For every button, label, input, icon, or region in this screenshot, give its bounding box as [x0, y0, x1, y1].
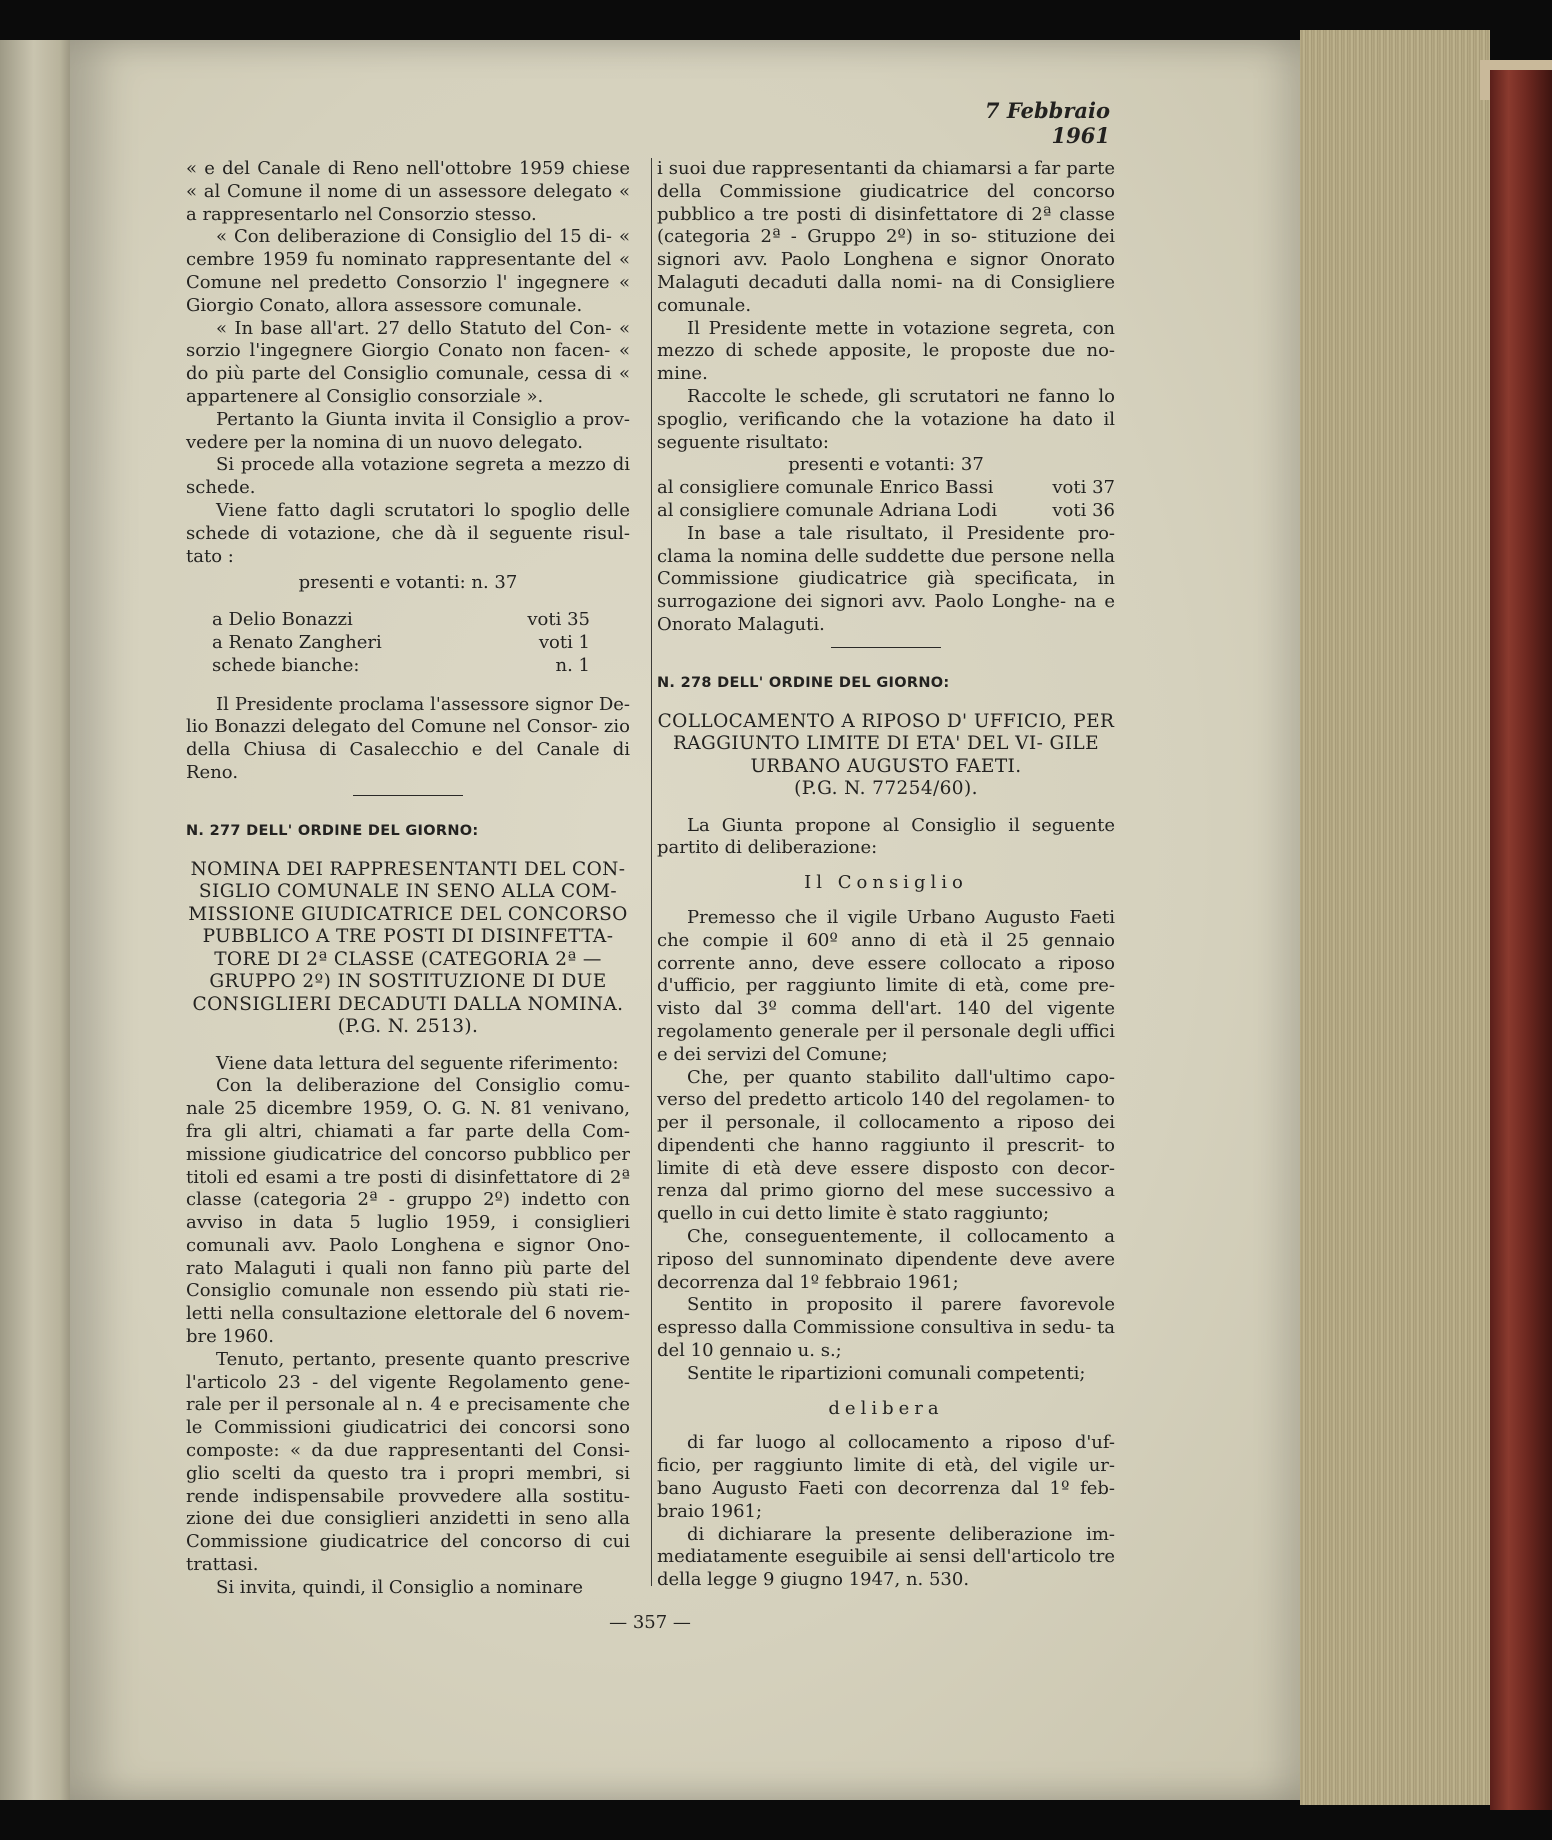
vote-row — [657, 500, 1115, 523]
vote-value: n. 1 — [555, 654, 590, 676]
left-page-edge — [0, 40, 75, 1800]
paragraph: di dichiarare la presente deliberazione im- mediatamente eseguibile ai sensi dell'articolo tre della legge 9 giugno 1947, n. 530. — [657, 1523, 1115, 1591]
section-title: NOMINA DEI RAPPRESENTANTI DEL CON- SIGLIO COMUNALE IN SENO ALLA COM- MISSIONE GIUDICATRICE DEL CONCORSO PUBBLICO A TRE POSTI DI DISINFETTA- TORE DI 2ª CLASSE (CATEGORIA 2ª — GRUPPO 2º) IN SOSTITUZIONE DI DUE CONSIGLIERI DECADUTI DALLA NOMINA. — [188, 858, 628, 1015]
left-column — [186, 158, 630, 1600]
paragraph: Il Presidente proclama l'assessore signor De- lio Bonazzi delegato del Comune nel Consor- zio della Chiusa di Casalecchio e del Canale di Reno. — [186, 693, 630, 783]
vote-value: voti 35 — [527, 609, 590, 631]
paragraph: di far luogo al collocamento a riposo d'uf- ficio, per raggiunto limite di età, del vigile ur- bano Augusto Faeti con decorrenza dal 1º feb- braio 1961; — [657, 1432, 1115, 1522]
paragraph: Il Presidente mette in votazione segreta, con mezzo di schede apposite, le proposte due no- mine. — [657, 317, 1115, 385]
vote-row — [212, 655, 590, 678]
paragraph: Si procede alla votazione segreta a mezzo di schede. — [186, 454, 630, 499]
header-date: 7 Febbraio 1961 — [984, 98, 1110, 148]
paragraph: Viene data lettura del seguente riferimento: — [216, 1052, 619, 1074]
paragraph: Si invita, quindi, il Consiglio a nominare — [216, 1576, 583, 1598]
vote-value: voti 1 — [538, 631, 590, 653]
section-title-pg: (P.G. N. 77254/60). — [794, 778, 978, 800]
agenda-item-heading: N. 277 DELL' ORDINE DEL GIORNO: — [186, 822, 479, 839]
paragraph: « Con deliberazione di Consiglio del 15 di- « cembre 1959 fu nominato rappresentante del « Comune nel predetto Consorzio l' ingegnere « Giorgio Conato, allora assessore comunale. — [186, 226, 630, 316]
paragraph: Pertanto la Giunta invita il Consiglio a prov- vedere per la nomina di un nuovo delegato. — [186, 408, 630, 453]
presenti-line: presenti e votanti: 37 — [788, 454, 984, 476]
paragraph: Premesso che il vigile Urbano Augusto Faeti che compie il 60º anno di età il 25 gennaio corrente anno, deve essere collocato a riposo d'ufficio, per raggiunto limite di età, come pre- visto dal 3º comma dell'art. 140 del vigente regolamento generale per il personale degli uffici e dei servizi del Comune; — [657, 906, 1115, 1065]
paragraph: Con la deliberazione del Consiglio comu- nale 25 dicembre 1959, O. G. N. 81 venivano, fra gli altri, chiamati a far parte della Com- missione giudicatrice del concorso pubblico per titoli ed esami a tre posti di disinfettatore di 2ª classe (categoria 2ª - gruppo 2º) indetto con avviso in data 5 luglio 1959, i consiglieri comunali avv. Paolo Longhena e signor Ono- rato Malaguti i quali non fanno più parte del Consiglio comunale non essendo più stati rie- letti nella consultazione elettorale del 6 novem- bre 1960. — [186, 1075, 630, 1348]
paragraph: Sentito in proposito il parere favorevole espresso dalla Commissione consultiva in sedu- ta del 10 gennaio u. s.; — [657, 1294, 1116, 1362]
vote-name: a Delio Bonazzi — [212, 609, 353, 631]
vote-value: voti 37 — [1052, 477, 1115, 499]
book-binding — [1490, 70, 1552, 1810]
vote-list — [186, 609, 630, 677]
right-column — [657, 158, 1115, 1592]
page-number: — 357 — — [609, 1612, 691, 1633]
paragraph: Che, conseguentemente, il collocamento a riposo del sunnominato dipendente deve avere decorrenza dal 1º febbraio 1961; — [657, 1226, 1115, 1293]
consiglio-heading: Il Consiglio — [804, 872, 968, 894]
delibera-heading: delibera — [828, 1397, 944, 1419]
section-title-pg: (P.G. N. 2513). — [337, 1016, 479, 1038]
paragraph: Viene fatto dagli scrutatori lo spoglio delle schede di votazione, che dà il seguente risul- tato : — [186, 499, 630, 567]
vote-row — [657, 477, 1115, 500]
paragraph: « e del Canale di Reno nell'ottobre 1959 chiese « al Comune il nome di un assessore delegato « a rappresentarlo nel Consorzio stesso. — [186, 158, 630, 225]
vote-name: al consigliere comunale Enrico Bassi — [657, 477, 994, 499]
presenti-line: presenti e votanti: n. 37 — [298, 572, 518, 594]
vote-list — [657, 477, 1115, 523]
agenda-item-heading: N. 278 DELL' ORDINE DEL GIORNO: — [657, 674, 950, 691]
separator — [831, 647, 941, 648]
paragraph: « In base all'art. 27 dello Statuto del Con- « sorzio l'ingegnere Giorgio Conato non facen- « do più parte del Consiglio comunale, cessa di « appartenere al Consiglio consorziale ». — [186, 317, 630, 407]
paragraph: La Giunta propone al Consiglio il seguente partito di deliberazione: — [657, 814, 1115, 859]
separator — [353, 795, 463, 796]
paragraph: Sentite le ripartizioni comunali competenti; — [687, 1362, 1086, 1384]
vote-name: al consigliere comunale Adriana Lodi — [657, 499, 998, 521]
paragraph: Tenuto, pertanto, presente quanto prescrive l'articolo 23 - del vigente Regolamento gene- rale per il personale al n. 4 e precisamente che le Commissioni giudicatrici dei concorsi sono composte: « da due rappresentanti del Consi- glio scelti da questo tra i propri membri, si rende indispensabile provvedere alla sostitu- zione dei due consiglieri anzidetti in seno alla Commissione giudicatrice del concorso di cui trattasi. — [186, 1348, 630, 1576]
vote-row — [212, 609, 590, 632]
paragraph: In base a tale risultato, il Presidente pro- clama la nomina delle suddette due persone nella Commissione giudicatrice già specificata, in surrogazione dei signori avv. Paolo Longhe- na e Onorato Malaguti. — [657, 522, 1115, 635]
vote-name: a Renato Zangheri — [212, 631, 382, 653]
paragraph: i suoi due rappresentanti da chiamarsi a far parte della Commissione giudicatrice del concorso pubblico a tre posti di disinfettatore di 2ª classe (categoria 2ª - Gruppo 2º) in so- stituzione dei signori avv. Paolo Longhena e signor Onorato Malaguti decaduti dalla nomi- na di Consigliere comunale. — [657, 158, 1115, 316]
vote-name: schede bianche: — [212, 654, 360, 676]
vote-row — [212, 632, 590, 655]
column-rule — [651, 158, 652, 1586]
page-stack-edges — [1300, 30, 1490, 1805]
paragraph: Raccolte le schede, gli scrutatori ne fanno lo spoglio, verificando che la votazione ha dato il seguente risultato: — [657, 385, 1115, 453]
section-title: COLLOCAMENTO A RIPOSO D' UFFICIO, PER RAGGIUNTO LIMITE DI ETA' DEL VI- GILE URBANO AUGUSTO FAETI. — [657, 710, 1115, 777]
paragraph: Che, per quanto stabilito dall'ultimo capo- verso del predetto articolo 140 del regolamen- to per il personale, il collocamento a riposo dei dipendenti che hanno raggiunto il prescrit- to limite di età deve essere disposto con decor- renza dal primo giorno del mese successivo a quello in cui detto limite è stato raggiunto; — [657, 1066, 1115, 1225]
vote-value: voti 36 — [1052, 499, 1115, 521]
